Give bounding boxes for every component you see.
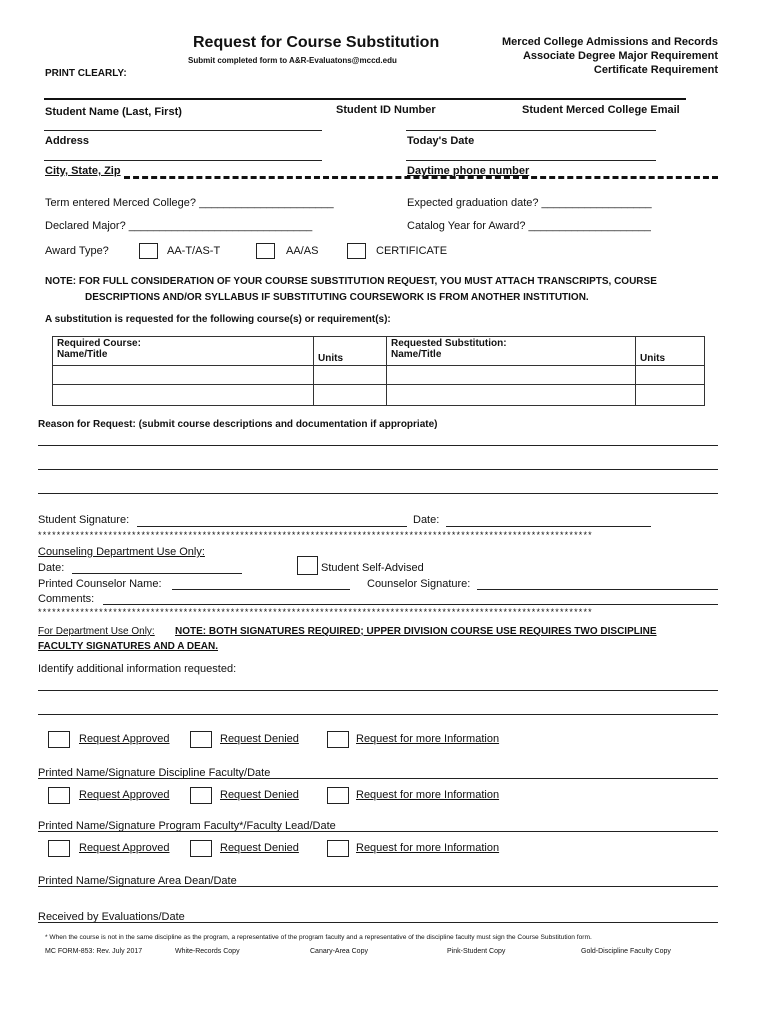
date-line[interactable] [406, 130, 656, 131]
signature-date-line[interactable] [446, 526, 651, 527]
counselor-signature-line[interactable] [477, 589, 718, 590]
award-certificate-checkbox[interactable] [347, 243, 366, 259]
printed-counselor-line[interactable] [172, 589, 350, 590]
catalog-year-field[interactable]: Catalog Year for Award? ____________________ [407, 220, 651, 232]
received-by-label: Received by Evaluations/Date [38, 911, 185, 923]
student-signature-line[interactable] [137, 526, 407, 527]
award-aa-checkbox[interactable] [256, 243, 275, 259]
footnote: * When the course is not in the same discipline as the program, a representative of the program faculty and a representative of the discipline faculty must sign the Course Substitution form. [45, 934, 592, 941]
phone-line[interactable] [406, 160, 656, 161]
comments-label: Comments: [38, 593, 95, 605]
substitution-table [52, 336, 705, 406]
comments-line[interactable] [103, 604, 718, 605]
approved-checkbox-3[interactable] [48, 840, 70, 857]
student-email-label: Student Merced College Email [522, 104, 680, 116]
award-aa-label: AA/AS [286, 245, 319, 257]
copy-canary: Canary-Area Copy [310, 948, 368, 955]
term-entered-field[interactable]: Term entered Merced College? ______________________ [45, 197, 334, 209]
program-faculty-label: Printed Name/Signature Program Faculty*/Faculty Lead/Date [38, 820, 336, 832]
more-info-checkbox-1[interactable] [327, 731, 349, 748]
print-clearly-label: PRINT CLEARLY: [45, 68, 127, 79]
copy-pink: Pink-Student Copy [447, 948, 506, 955]
printed-counselor-label: Printed Counselor Name: [38, 578, 162, 590]
area-dean-line[interactable] [38, 886, 718, 887]
denied-label-2: Request Denied [220, 789, 299, 801]
approved-label-2: Request Approved [79, 789, 170, 801]
substitution-intro: A substitution is requested for the following course(s) or requirement(s): [45, 314, 391, 325]
denied-checkbox-3[interactable] [190, 840, 212, 857]
table-cell[interactable] [387, 385, 636, 406]
required-name-title-heading: Name/Title [57, 349, 108, 360]
identify-info-label: Identify additional information requested: [38, 663, 237, 675]
form-id: MC FORM-853: Rev. July 2017 [45, 948, 143, 955]
table-cell[interactable] [636, 385, 705, 406]
requested-units-heading: Units [636, 337, 705, 366]
copy-gold: Gold-Discipline Faculty Copy [581, 948, 671, 955]
cut-line [124, 176, 718, 179]
more-info-checkbox-2[interactable] [327, 787, 349, 804]
table-cell[interactable] [314, 385, 387, 406]
table-row[interactable] [53, 385, 705, 406]
signature-date-label: Date: [413, 514, 440, 526]
counseling-date-label: Date: [38, 562, 65, 574]
table-cell[interactable] [636, 366, 705, 385]
required-units-heading: Units [314, 337, 387, 366]
required-course-heading: Required Course: [57, 338, 141, 349]
table-cell[interactable] [53, 366, 314, 385]
separator-stars-2: ********************************************************************************************************************** [38, 607, 593, 617]
award-certificate-label: CERTIFICATE [376, 245, 448, 257]
more-info-label-3: Request for more Information [356, 842, 500, 854]
address-line[interactable] [44, 130, 322, 131]
form-title: Request for Course Substitution [193, 34, 440, 51]
table-cell[interactable] [53, 385, 314, 406]
discipline-faculty-label: Printed Name/Signature Discipline Faculty/Date [38, 767, 271, 779]
org-line-3: Certificate Requirement [593, 64, 718, 76]
received-by-line[interactable] [38, 922, 718, 923]
approved-label-1: Request Approved [79, 733, 170, 745]
award-aa-t-label: AA-T/AS-T [167, 245, 221, 257]
discipline-faculty-line[interactable] [38, 778, 718, 779]
more-info-checkbox-3[interactable] [327, 840, 349, 857]
reason-label: Reason for Request: (submit course descriptions and documentation if appropriate) [38, 419, 438, 430]
approved-checkbox-1[interactable] [48, 731, 70, 748]
approved-label-3: Request Approved [79, 842, 170, 854]
department-heading-prefix: For Department Use Only: [38, 626, 155, 637]
org-line-2: Associate Degree Major Requirement [522, 50, 718, 62]
department-heading-note-2: FACULTY SIGNATURES AND A DEAN. [38, 641, 219, 652]
area-dean-label: Printed Name/Signature Area Dean/Date [38, 875, 237, 887]
city-state-zip-label: City, State, Zip [45, 165, 121, 177]
table-cell[interactable] [314, 366, 387, 385]
denied-checkbox-1[interactable] [190, 731, 212, 748]
expected-grad-field[interactable]: Expected graduation date? __________________ [407, 197, 652, 209]
counselor-signature-label: Counselor Signature: [367, 578, 471, 590]
denied-label-3: Request Denied [220, 842, 299, 854]
copy-white: White-Records Copy [175, 948, 240, 955]
daytime-phone-label: Daytime phone number [407, 165, 530, 177]
info-line-2[interactable] [38, 714, 718, 715]
award-aa-t-checkbox[interactable] [139, 243, 158, 259]
address-label: Address [45, 135, 90, 147]
denied-label-1: Request Denied [220, 733, 299, 745]
todays-date-label: Today's Date [407, 135, 475, 147]
student-signature-label: Student Signature: [38, 514, 130, 526]
org-line-1: Merced College Admissions and Records [502, 36, 718, 48]
declared-major-field[interactable]: Declared Major? ______________________________ [45, 220, 313, 232]
note-line-1: NOTE: FOR FULL CONSIDERATION OF YOUR COURSE SUBSTITUTION REQUEST, YOU MUST ATTACH TRANSCRIPTS, COURSE [45, 276, 657, 287]
counseling-heading: Counseling Department Use Only: [38, 546, 205, 558]
denied-checkbox-2[interactable] [190, 787, 212, 804]
header-rule [44, 98, 686, 100]
self-advised-label: Student Self-Advised [321, 562, 424, 574]
approved-checkbox-2[interactable] [48, 787, 70, 804]
counseling-date-line[interactable] [72, 573, 242, 574]
info-line-1[interactable] [38, 690, 718, 691]
city-line[interactable] [44, 160, 322, 161]
separator-stars-1: ********************************************************************************************************************** [38, 530, 593, 540]
more-info-label-2: Request for more Information [356, 789, 500, 801]
student-name-label: Student Name (Last, First) [45, 106, 182, 118]
table-cell[interactable] [387, 366, 636, 385]
table-header-row [53, 337, 705, 366]
note-line-2: DESCRIPTIONS AND/OR SYLLABUS IF SUBSTITUTING COURSEWORK IS FROM ANOTHER INSTITUTION. [85, 292, 589, 303]
program-faculty-line[interactable] [38, 831, 718, 832]
reason-line-2[interactable] [38, 469, 718, 470]
department-heading-note: NOTE: BOTH SIGNATURES REQUIRED; UPPER DIVISION COURSE USE REQUIRES TWO DISCIPLINE [175, 626, 657, 637]
requested-name-title-heading: Name/Title [391, 349, 442, 360]
award-type-label: Award Type? [45, 245, 109, 257]
reason-line-3[interactable] [38, 493, 718, 494]
self-advised-checkbox[interactable] [297, 556, 318, 575]
more-info-label-1: Request for more Information [356, 733, 500, 745]
student-id-label: Student ID Number [336, 104, 436, 116]
form-subtitle: Submit completed form to A&R-Evaluatons@mccd.edu [188, 56, 397, 65]
table-row[interactable] [53, 366, 705, 385]
requested-substitution-heading: Requested Substitution: [391, 338, 507, 349]
reason-line-1[interactable] [38, 445, 718, 446]
